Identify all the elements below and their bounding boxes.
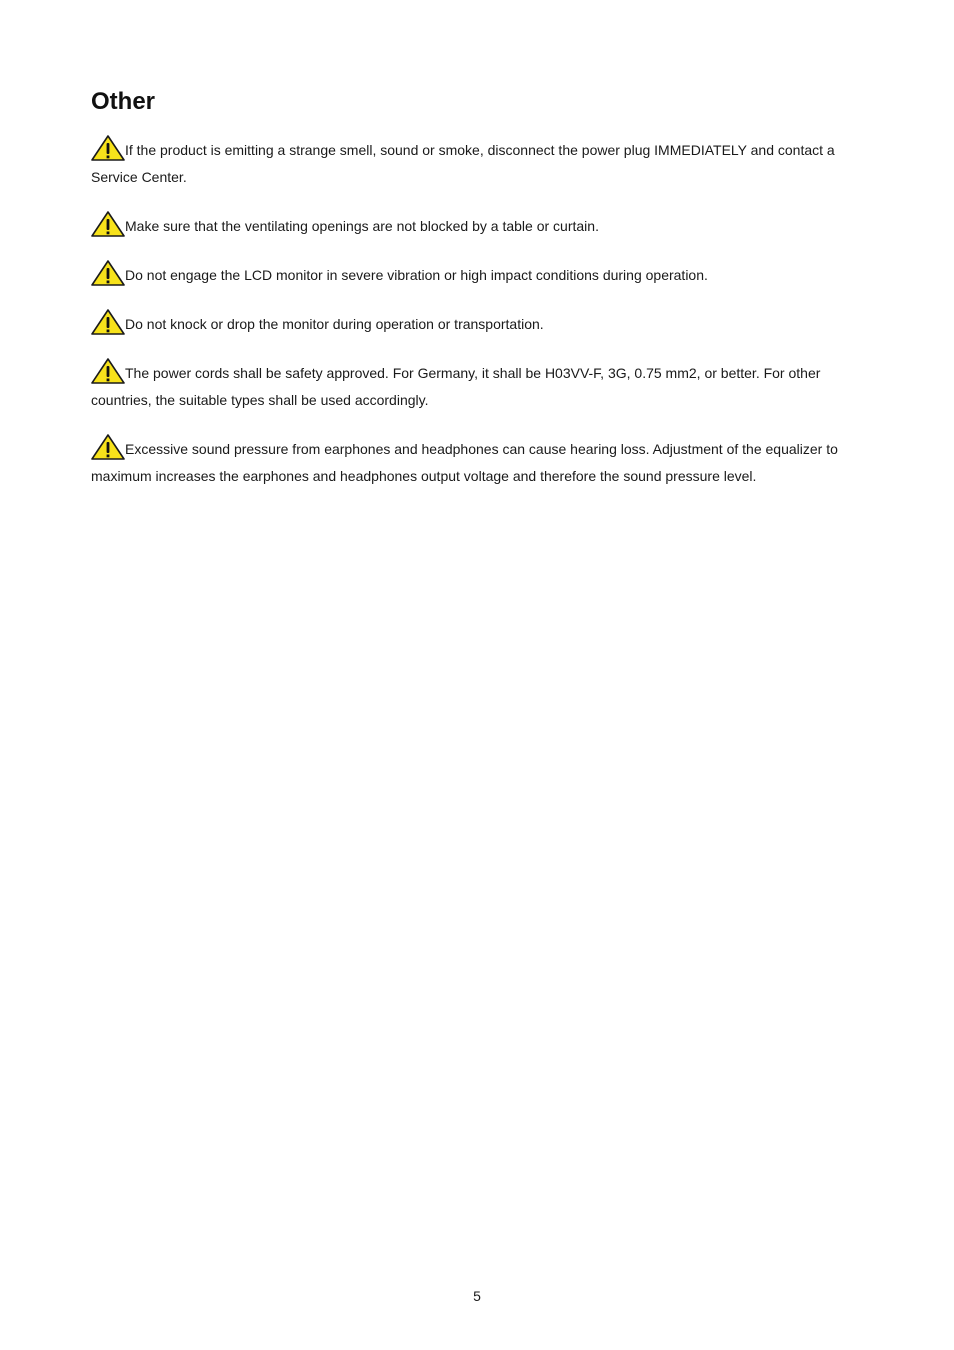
warning-triangle-icon (91, 260, 125, 286)
warning-text: Make sure that the ventilating openings are not blocked by a table or curtain. (125, 218, 599, 234)
warning-item (91, 309, 863, 338)
warning-triangle-icon (91, 434, 125, 460)
warning-item (91, 358, 863, 414)
warning-item (91, 135, 863, 191)
warning-list (91, 135, 863, 510)
warning-text: The power cords shall be safety approved. For Germany, it shall be H03VV-F, 3G, 0.75 mm2, or better. For other countries, the suitable types shall be used accordingly. (91, 365, 821, 408)
warning-text: Do not knock or drop the monitor during operation or transportation. (125, 316, 544, 332)
warning-item (91, 434, 863, 490)
warning-triangle-icon (91, 309, 125, 335)
warning-text: If the product is emitting a strange smell, sound or smoke, disconnect the power plug IMMEDIATELY and contact a Service Center. (91, 142, 835, 185)
warning-item (91, 211, 863, 240)
warning-text: Do not engage the LCD monitor in severe vibration or high impact conditions during operation. (125, 267, 708, 283)
warning-triangle-icon (91, 135, 125, 161)
warning-triangle-icon (91, 211, 125, 237)
page-title: Other (91, 88, 156, 115)
page-number: 5 (473, 1288, 481, 1304)
warning-text: Excessive sound pressure from earphones and headphones can cause hearing loss. Adjustment of the equalizer to maximum increases the earphones and headphones output voltage and therefore the sound pressure level. (91, 441, 838, 484)
warning-item (91, 260, 863, 289)
warning-triangle-icon (91, 358, 125, 384)
